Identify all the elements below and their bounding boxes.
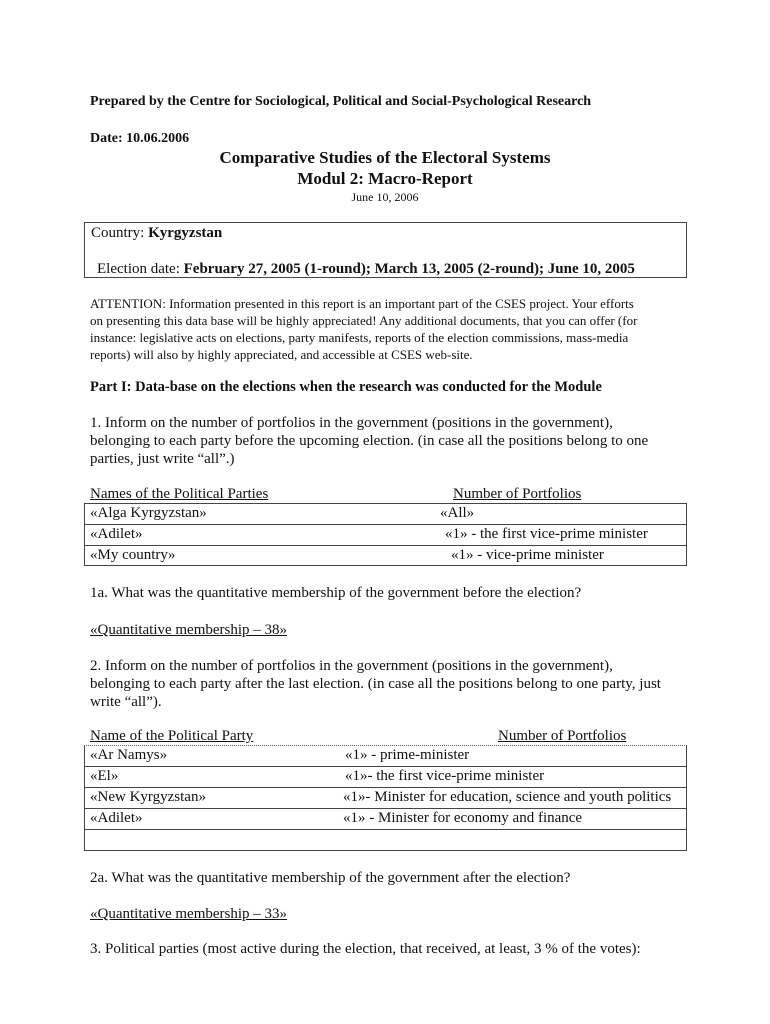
page-title: Comparative Studies of the Electoral Systems <box>219 148 551 167</box>
table-row <box>85 830 686 852</box>
portfolio-count: «All» <box>440 505 475 521</box>
table-row <box>85 546 686 567</box>
attention-line: reports) will also by highly appreciated, and accessible at CSES web-site. <box>90 347 473 362</box>
question-2 <box>90 657 661 711</box>
question-line: belonging to each party after the last election. (in case all the positions belong to one party, just <box>90 676 661 692</box>
party-name: «Adilet» <box>90 526 143 542</box>
question-line: 1. Inform on the number of portfolios in the government (positions in the government), <box>90 415 613 431</box>
question-2a: 2a. What was the quantitative membership of the government after the election? <box>90 870 571 886</box>
page-subtitle: Modul 2: Macro-Report <box>297 169 473 188</box>
table-row <box>85 767 686 788</box>
answer-2a: «Quantitative membership – 33» <box>90 906 288 922</box>
party-name: «El» <box>90 768 119 784</box>
title-date: June 10, 2006 <box>351 190 419 204</box>
table-row <box>85 809 686 830</box>
table2-header-party: Name of the Political Party <box>90 728 254 744</box>
answer-1a: «Quantitative membership – 38» <box>90 622 288 638</box>
report-date: Date: 10.06.2006 <box>90 131 190 146</box>
party-name: «Alga Kyrgyzstan» <box>90 505 207 521</box>
info-box <box>84 222 687 278</box>
question-line: write “all”). <box>90 694 162 710</box>
country-value: Kyrgyzstan <box>148 225 223 241</box>
table1-header-party: Names of the Political Parties <box>90 486 269 502</box>
party-name: «My country» <box>90 547 176 563</box>
party-name: «New Kyrgyzstan» <box>90 789 206 805</box>
election-date-line <box>97 261 635 278</box>
question-3: 3. Political parties (most active during the election, that received, at least, 3 % of the votes): <box>90 941 641 957</box>
prepared-by: Prepared by the Centre for Sociological, Political and Social-Psychological Research <box>90 94 592 109</box>
table-row <box>85 788 686 809</box>
table-row <box>85 504 686 525</box>
country-line <box>91 225 222 242</box>
party-name: «Adilet» <box>90 810 143 826</box>
question-1 <box>90 414 648 468</box>
country-label: Country: <box>91 225 149 241</box>
election-date-value: February 27, 2005 (1-round); March 13, 2005 (2-round); June 10, 2005 <box>183 261 635 277</box>
table-row <box>85 525 686 546</box>
election-date-label: Election date: <box>97 261 184 277</box>
table1-header-portfolios: Number of Portfolios <box>453 486 582 502</box>
party-name: «Ar Namys» <box>90 747 168 763</box>
part1-heading: Part I: Data-base on the elections when the research was conducted for the Module <box>90 379 602 395</box>
portfolio-count: «1» - Minister for economy and finance <box>343 810 583 826</box>
attention-line: on presenting this data base will be highly appreciated! Any additional documents, that you can offer (for <box>90 313 638 328</box>
table1 <box>84 503 687 566</box>
question-1a: 1a. What was the quantitative membership of the government before the election? <box>90 585 582 601</box>
portfolio-count: «1»- Minister for education, science and youth politics <box>343 789 672 805</box>
question-line: parties, just write “all”.) <box>90 451 235 467</box>
attention-line: instance: legislative acts on elections, party manifests, reports of the election commissions, mass-media <box>90 330 629 345</box>
attention-paragraph <box>90 295 637 363</box>
question-line: belonging to each party before the upcoming election. (in case all the positions belong to one <box>90 433 649 449</box>
table-row <box>85 746 686 767</box>
portfolio-count: «1»- the first vice-prime minister <box>345 768 545 784</box>
attention-line: ATTENTION: Information presented in this report is an important part of the CSES project. Your efforts <box>90 296 634 311</box>
portfolio-count: «1» - vice-prime minister <box>451 547 604 563</box>
portfolio-count: «1» - prime-minister <box>345 747 470 763</box>
portfolio-count: «1» - the first vice-prime minister <box>445 526 648 542</box>
question-line: 2. Inform on the number of portfolios in the government (positions in the government), <box>90 658 613 674</box>
table2 <box>84 745 687 851</box>
table2-header-portfolios: Number of Portfolios <box>498 728 627 744</box>
